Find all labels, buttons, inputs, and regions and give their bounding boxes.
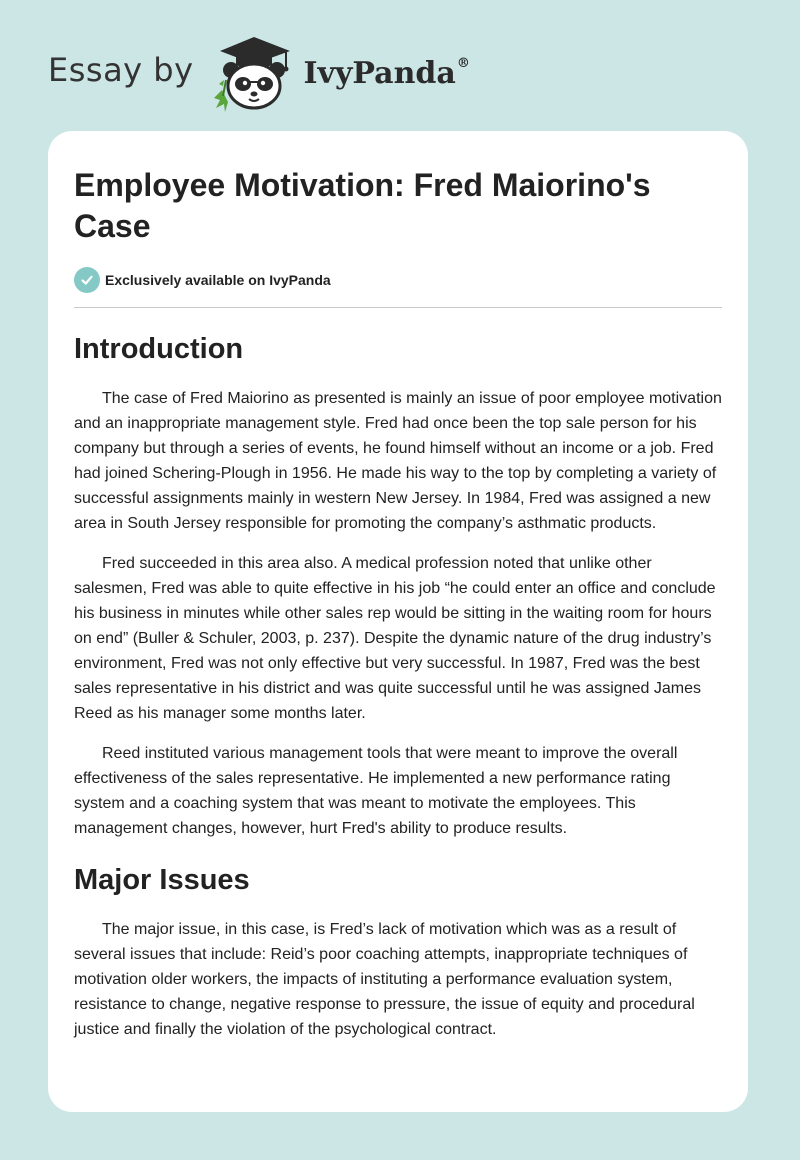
paragraph: The major issue, in this case, is Fred’s lack of motivation which was as a result of several issues that include: Reid’s poor coaching attempts, inappropriate techniques of motivation older workers, the impacts of instituting a performance evaluation system, resistance to change, negative response to pressure, the issue of equity and procedural justice and finally the violation of the psychological contract. [74,921,695,1038]
section-heading: Introduction [74,333,244,365]
exclusive-badge [74,267,722,293]
paragraph: Reed instituted various management tools that were meant to improve the overall effectiveness of the sales representative. He implemented a new performance rating system and a coaching system that was meant to motivate the employees. This management changes, however, hurt Fred's ability to produce results. [74,745,678,837]
panda-graduate-icon [208,34,300,114]
registered-mark: ® [456,55,470,71]
exclusive-label: Exclusively available on IvyPanda [105,272,331,288]
essay-card [48,131,748,1112]
brand-name: IvyPanda [303,55,456,91]
section-body [74,386,722,841]
check-circle-icon [74,267,100,293]
essay-by-label: Essay by [48,51,194,89]
section-body [74,917,722,1042]
section-heading: Major Issues [74,864,250,896]
ivypanda-logo-text[interactable] [304,56,470,91]
title-divider [74,307,722,308]
section-major-issues [74,863,722,1042]
essay-title: Employee Motivation: Fred Maiorino's Case [74,167,651,244]
site-header [48,34,470,114]
paragraph: The case of Fred Maiorino as presented is mainly an issue of poor employee motivation and an inappropriate management style. Fred had once been the top sale person for his company but through a series of events, he found himself without an income or a job. Fred had joined Schering-Plough in 1956. He made his way to the top by completing a variety of successful assignments mainly in western New Jersey. In 1984, Fred was assigned a new area in South Jersey responsible for promoting the company’s asthmatic products. [74,390,722,532]
paragraph: Fred succeeded in this area also. A medical profession noted that unlike other salesmen, Fred was able to quite effective in his job “he could enter an office and conclude his business in minutes while other sales rep would be sitting in the waiting room for hours on end” (Buller & Schuler, 2003, p. 237). Despite the dynamic nature of the drug industry’s environment, Fred was not only effective but very successful. In 1987, Fred was the best sales representative in his district and was quite successful until he was assigned James Reed as his manager some months later. [74,555,716,722]
section-introduction [74,332,722,841]
